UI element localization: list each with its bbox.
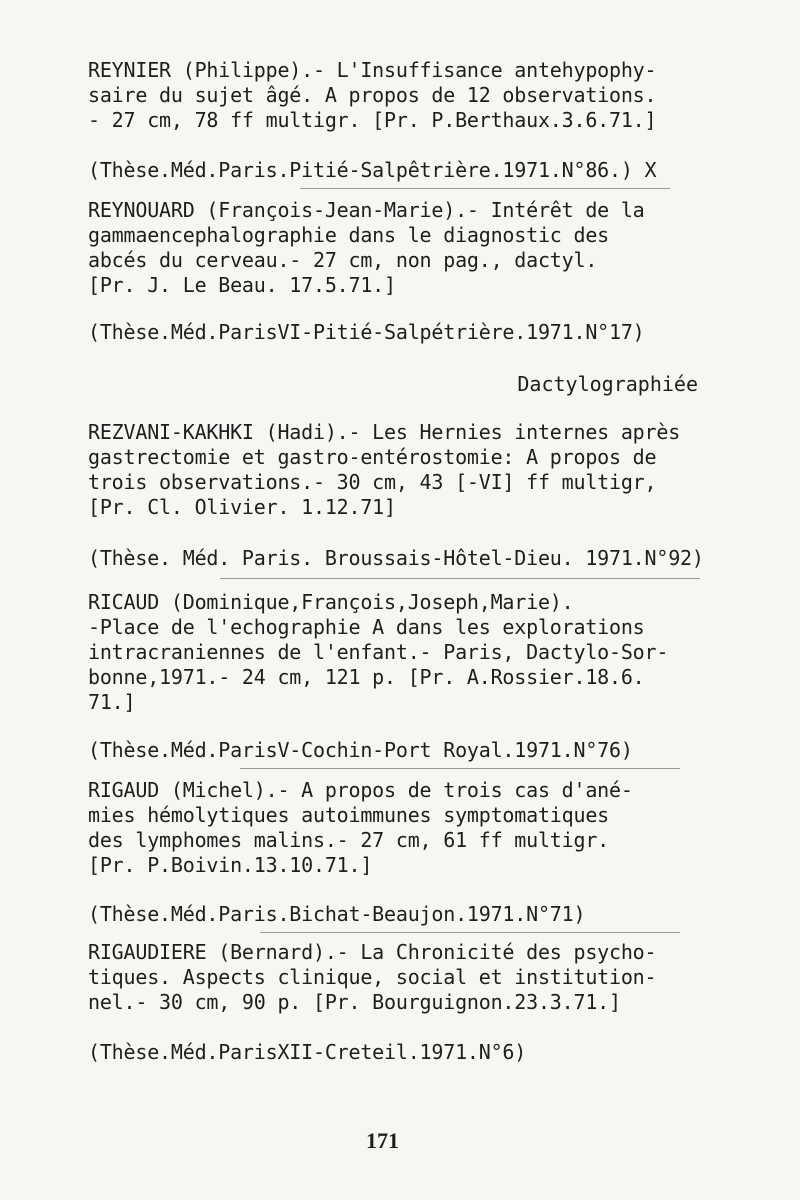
- entry-line: REZVANI-KAKHKI (Hadi).- Les Hernies internes après: [88, 420, 681, 444]
- entry-line: 71.]: [88, 690, 136, 714]
- entry-line: gastrectomie et gastro-entérostomie: A propos de: [88, 445, 657, 469]
- entry-line: [Pr. P.Boivin.13.10.71.]: [88, 853, 373, 877]
- entry-line: RIGAUDIERE (Bernard).- La Chronicité des psycho-: [88, 940, 657, 964]
- thesis-reference: (Thèse. Méd. Paris. Broussais-Hôtel-Dieu. 1971.N°92): [88, 546, 704, 570]
- thesis-reference: (Thèse.Méd.ParisXII-Creteil.1971.N°6): [88, 1040, 527, 1064]
- entry-line: RICAUD (Dominique,François,Joseph,Marie).: [88, 590, 574, 614]
- entry-reynouard: [88, 198, 688, 298]
- entry-ricaud: [88, 590, 688, 715]
- page-number: 171: [366, 1128, 399, 1153]
- dactylographiee-note: Dactylographiée: [517, 372, 698, 396]
- entry-line: bonne,1971.- 24 cm, 121 p. [Pr. A.Rossier.18.6.: [88, 665, 645, 689]
- entry-line: [Pr. J. Le Beau. 17.5.71.]: [88, 273, 396, 297]
- entry-line: saire du sujet âgé. A propos de 12 observations.: [88, 83, 657, 107]
- entry-rigaudiere: [88, 940, 688, 1015]
- thesis-reference: (Thèse.Méd.Paris.Bichat-Beaujon.1971.N°71): [88, 902, 586, 926]
- thesis-reference: (Thèse.Méd.ParisVI-Pitié-Salpétrière.1971.N°17): [88, 320, 645, 344]
- entry-line: des lymphomes malins.- 27 cm, 61 ff multigr.: [88, 828, 610, 852]
- entry-line: nel.- 30 cm, 90 p. [Pr. Bourguignon.23.3.71.]: [88, 990, 621, 1014]
- entry-line: mies hémolytiques autoimmunes symptomatiques: [88, 803, 610, 827]
- entry-line: tiques. Aspects clinique, social et institution-: [88, 965, 657, 989]
- entry-line: -Place de l'echographie A dans les explorations: [88, 615, 645, 639]
- entry-rezvani-kakhki: [88, 420, 688, 520]
- entry-line: intracraniennes de l'enfant.- Paris, Dactylo-Sor-: [88, 640, 669, 664]
- entry-line: [Pr. Cl. Olivier. 1.12.71]: [88, 495, 396, 519]
- entry-rigaud: [88, 778, 688, 878]
- entry-line: RIGAUD (Michel).- A propos de trois cas d'ané-: [88, 778, 633, 802]
- divider: [240, 768, 680, 769]
- entry-line: abcés du cerveau.- 27 cm, non pag., dactyl.: [88, 248, 598, 272]
- entry-line: trois observations.- 30 cm, 43 [-VI] ff multigr,: [88, 470, 657, 494]
- divider: [300, 188, 670, 189]
- entry-line: REYNIER (Philippe).- L'Insuffisance antehypophy-: [88, 58, 657, 82]
- entry-line: - 27 cm, 78 ff multigr. [Pr. P.Berthaux.3.6.71.]: [88, 108, 657, 132]
- thesis-reference: (Thèse.Méd.ParisV-Cochin-Port Royal.1971.N°76): [88, 738, 633, 762]
- entry-line: REYNOUARD (François-Jean-Marie).- Intérêt de la: [88, 198, 645, 222]
- entry-line: gammaencephalographie dans le diagnostic des: [88, 223, 610, 247]
- divider: [220, 578, 700, 579]
- thesis-reference: (Thèse.Méd.Paris.Pitié-Salpêtrière.1971.N°86.) X: [88, 158, 657, 182]
- entry-reynier: [88, 58, 688, 133]
- divider: [260, 932, 680, 933]
